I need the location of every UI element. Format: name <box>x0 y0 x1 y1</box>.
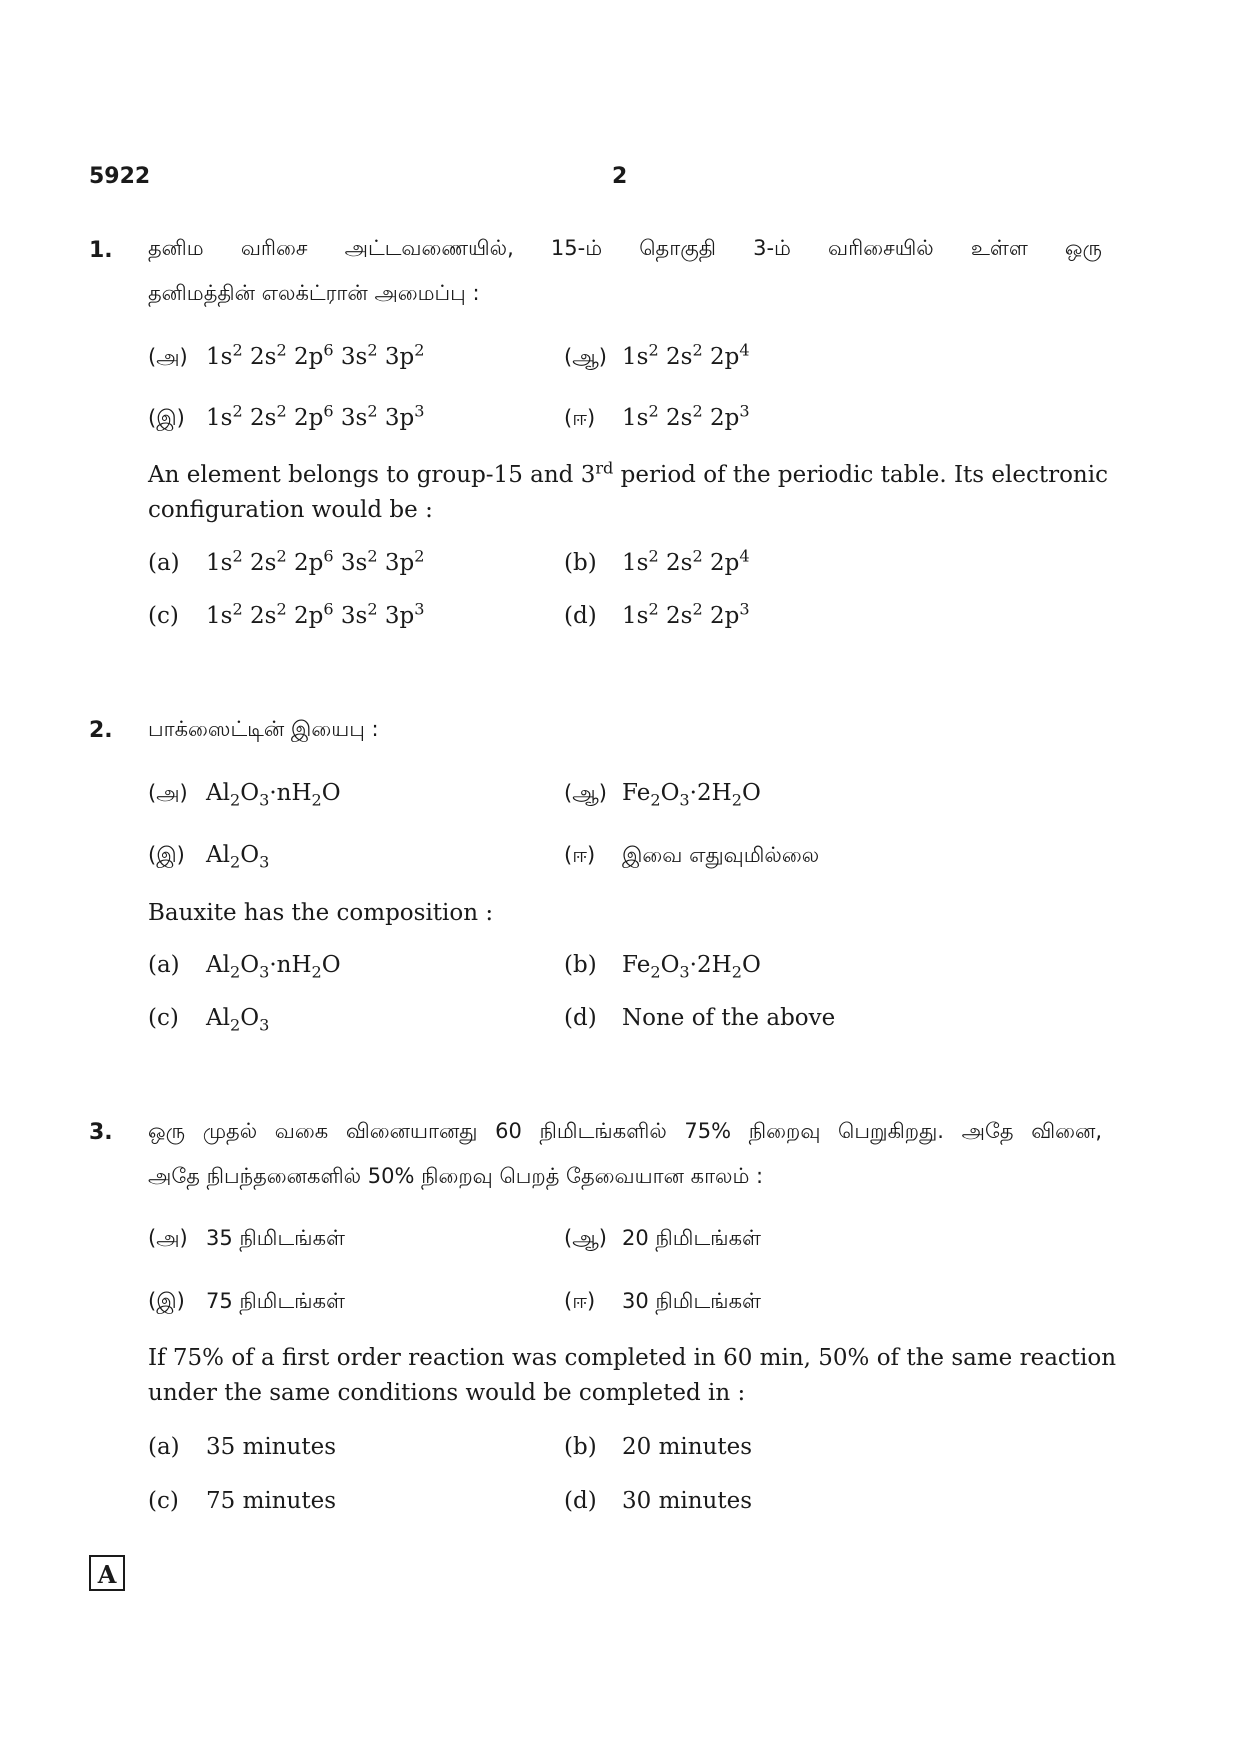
option-label: (இ) <box>148 1289 185 1313</box>
option-text: 75 minutes <box>206 1488 337 1514</box>
q2-english-option-c <box>148 1005 270 1035</box>
q2-english-option-a <box>148 952 341 982</box>
option-formula: $1s^2$ $2s^2$ $2p^4$ <box>622 546 750 576</box>
option-label: (d) <box>564 1005 597 1031</box>
option-label: (b) <box>564 550 597 576</box>
question-1-tamil-line-1: தனிம வரிசை அட்டவணையில், 15-ம் தொகுதி 3-ம் வரிசையில் உள்ள ஒரு <box>148 236 1102 260</box>
q1-tamil-option-a <box>148 340 425 372</box>
option-formula: $Al_2O_3\cdot nH_2O$ <box>206 952 341 982</box>
option-text: 75 நிமிடங்கள் <box>206 1289 345 1313</box>
q2-tamil-option-c <box>148 842 269 870</box>
q3-english-option-c <box>148 1488 336 1514</box>
option-label: (c) <box>148 1488 179 1514</box>
option-formula: $Al_2O_3$ <box>206 842 270 872</box>
q1-tamil-option-c <box>148 401 425 433</box>
option-text: None of the above <box>622 1005 836 1031</box>
option-label: (d) <box>564 1488 597 1514</box>
option-label: (அ) <box>148 1226 188 1250</box>
q1-english-option-d <box>564 599 750 629</box>
q3-tamil-option-a <box>148 1225 345 1253</box>
option-text: 30 நிமிடங்கள் <box>622 1289 761 1313</box>
option-label: (ஆ) <box>564 1226 607 1250</box>
q3-tamil-option-b <box>564 1225 761 1253</box>
option-label: (இ) <box>148 406 185 430</box>
q3-english-option-d <box>564 1488 752 1514</box>
option-text: 20 நிமிடங்கள் <box>622 1226 761 1250</box>
q3-english-option-b <box>564 1434 752 1460</box>
question-1-english-line-2: configuration would be : <box>148 497 433 523</box>
option-label: (a) <box>148 952 180 978</box>
option-label: (ஆ) <box>564 345 607 369</box>
option-formula: $1s^2$ $2s^2$ $2p^3$ <box>622 599 750 629</box>
q2-english-option-d <box>564 1005 835 1031</box>
question-3-tamil-line-2: அதே நிபந்தனைகளில் 50% நிறைவு பெறத் தேவையான காலம் : <box>148 1164 764 1188</box>
question-3-tamil-line-1: ஒரு முதல் வகை வினையானது 60 நிமிடங்களில் 75% நிறைவு பெறுகிறது. அதே வினை, <box>148 1119 1103 1143</box>
option-label: (ஈ) <box>564 843 596 867</box>
option-text: 35 minutes <box>206 1434 337 1460</box>
option-formula: $Al_2O_3\cdot nH_2O$ <box>206 780 341 810</box>
q1-english-option-a <box>148 546 425 576</box>
q1-english-option-b <box>564 546 750 576</box>
question-3-english-line-2: under the same conditions would be completed in : <box>148 1380 746 1406</box>
option-label: (b) <box>564 1434 597 1460</box>
option-label: (d) <box>564 603 597 629</box>
q2-tamil-option-a <box>148 780 341 808</box>
page-number: 2 <box>612 164 628 189</box>
option-formula: $1s^2$ $2s^2$ $2p^6$ $3s^2$ $3p^3$ <box>206 401 425 431</box>
option-text: இவை எதுவுமில்லை <box>622 843 820 867</box>
option-label: (c) <box>148 603 179 629</box>
series-box: A <box>89 1555 125 1591</box>
question-3-number: 3. <box>89 1120 113 1145</box>
option-label: (a) <box>148 1434 180 1460</box>
option-formula: $1s^2$ $2s^2$ $2p^6$ $3s^2$ $3p^2$ <box>206 340 425 370</box>
question-2-english-line-1: Bauxite has the composition : <box>148 900 494 926</box>
option-label: (c) <box>148 1005 179 1031</box>
q3-english-option-a <box>148 1434 336 1460</box>
option-label: (ஆ) <box>564 781 607 805</box>
option-formula: $Fe_2O_3\cdot 2H_2O$ <box>622 780 761 810</box>
option-label: (அ) <box>148 345 188 369</box>
option-label: (ஈ) <box>564 406 596 430</box>
q3-tamil-option-c <box>148 1288 345 1316</box>
question-1-tamil-line-2: தனிமத்தின் எலக்ட்ரான் அமைப்பு : <box>148 281 480 305</box>
option-formula: $1s^2$ $2s^2$ $2p^3$ <box>622 401 750 431</box>
option-text: 30 minutes <box>622 1488 753 1514</box>
option-label: (a) <box>148 550 180 576</box>
q2-english-option-b <box>564 952 761 982</box>
option-text: 35 நிமிடங்கள் <box>206 1226 345 1250</box>
paper-code: 5922 <box>89 164 151 189</box>
option-formula: $Fe_2O_3\cdot 2H_2O$ <box>622 952 761 982</box>
option-label: (இ) <box>148 843 185 867</box>
option-text: 20 minutes <box>622 1434 753 1460</box>
option-formula: $1s^2$ $2s^2$ $2p^6$ $3s^2$ $3p^2$ <box>206 546 425 576</box>
option-formula: $1s^2$ $2s^2$ $2p^6$ $3s^2$ $3p^3$ <box>206 599 425 629</box>
q1-english-option-c <box>148 599 425 629</box>
question-1-number: 1. <box>89 238 113 263</box>
option-label: (b) <box>564 952 597 978</box>
question-2-number: 2. <box>89 718 113 743</box>
q1-tamil-option-d <box>564 401 750 433</box>
option-formula: $Al_2O_3$ <box>206 1005 270 1035</box>
question-3-english-line-1: If 75% of a first order reaction was completed in 60 min, 50% of the same reaction <box>148 1345 1117 1371</box>
option-label: (அ) <box>148 781 188 805</box>
q2-tamil-option-d <box>564 842 819 870</box>
q3-tamil-option-d <box>564 1288 761 1316</box>
question-1-english-line-1: An element belongs to group-15 and 3rd period of the periodic table. Its electronic <box>148 458 1108 488</box>
q2-tamil-option-b <box>564 780 761 808</box>
option-label: (ஈ) <box>564 1289 596 1313</box>
question-2-tamil-line-1: பாக்ஸைட்டின் இயைபு : <box>148 717 379 741</box>
option-formula: $1s^2$ $2s^2$ $2p^4$ <box>622 340 750 370</box>
q1-tamil-option-b <box>564 340 750 372</box>
